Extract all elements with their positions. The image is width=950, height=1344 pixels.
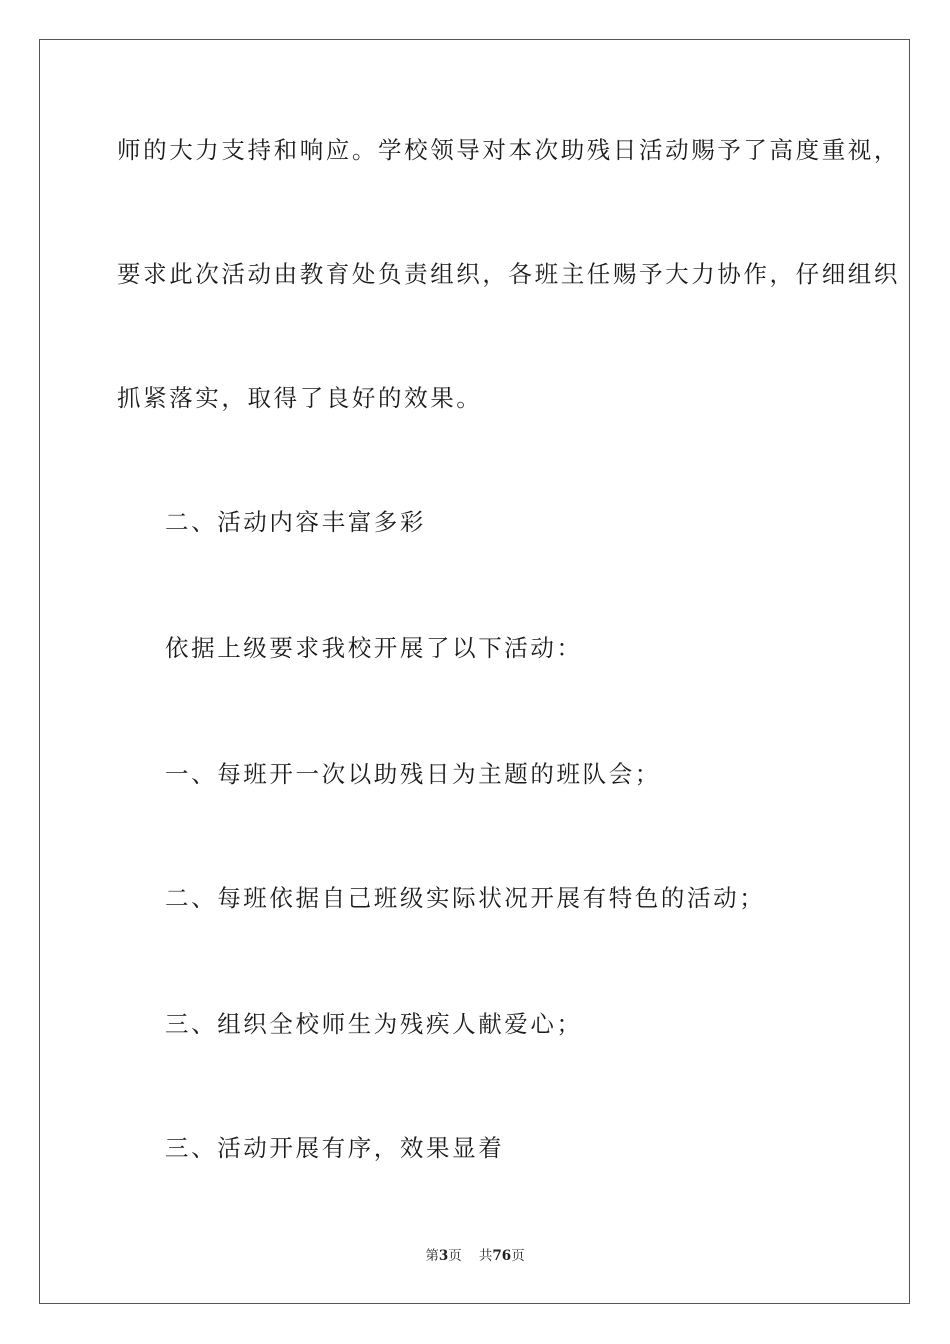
body-line-1: 师的大力支持和响应。学校领导对本次助残日活动赐予了高度重视，: [117, 136, 900, 164]
page-number: 3: [438, 1248, 449, 1264]
list-item-1: 一、每班开一次以助残日为主题的班队会；: [165, 760, 661, 788]
section-heading-2: 二、活动内容丰富多彩: [165, 508, 426, 536]
total-pages: 76: [492, 1248, 512, 1264]
page-prefix: 第: [425, 1248, 439, 1264]
list-item-3: 三、组织全校师生为残疾人献爱心；: [165, 1010, 583, 1038]
body-line-intro: 依据上级要求我校开展了以下活动：: [165, 634, 583, 662]
body-line-2: 要求此次活动由教育处负责组织，各班主任赐予大力协作，仔细组织: [117, 260, 900, 288]
list-item-2: 二、每班依据自己班级实际状况开展有特色的活动；: [165, 884, 766, 912]
page-footer: [0, 1247, 950, 1265]
page-border: [39, 39, 910, 1304]
total-prefix: 共: [478, 1248, 493, 1264]
page-suffix: 页: [448, 1248, 462, 1264]
section-heading-3: 三、活动开展有序，效果显着: [165, 1134, 505, 1162]
total-suffix: 页: [511, 1248, 525, 1264]
body-line-3: 抓紧落实，取得了良好的效果。: [117, 384, 483, 412]
